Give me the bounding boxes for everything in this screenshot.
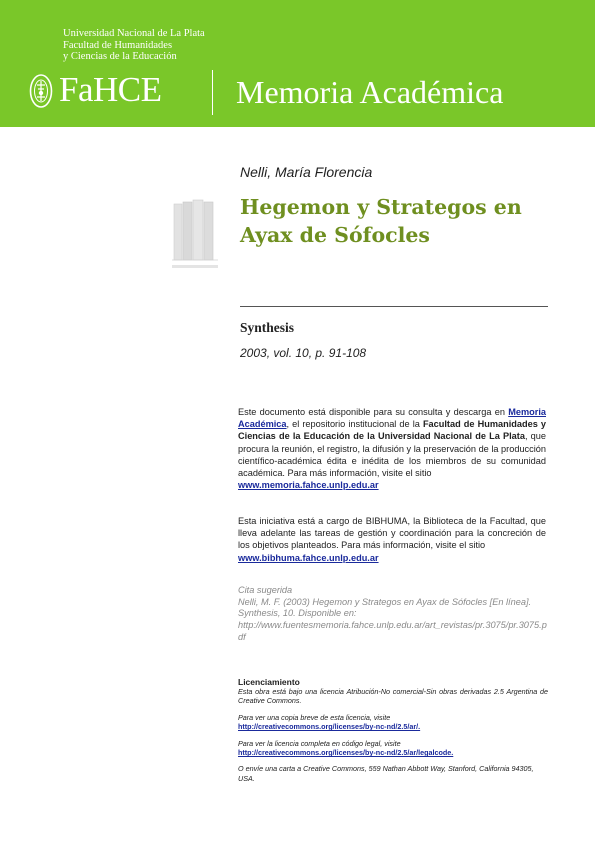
memoria-academica-link[interactable]: Memoria Académica (238, 407, 546, 430)
university-block (63, 28, 205, 63)
license-full-intro: Para ver la licencia completa en código legal, visite (238, 738, 401, 748)
bibhuma-paragraph (238, 515, 546, 564)
p1-intro: Este documento está disponible para su consulta y descarga en (238, 407, 509, 417)
license-copy-link[interactable]: http://creativecommons.org/licenses/by-nc-nd/2.5/ar/. (238, 722, 421, 732)
title-divider (240, 306, 548, 307)
memoria-url-link[interactable]: www.memoria.fahce.unlp.edu.ar (238, 480, 379, 491)
cita-label: Cita sugerida (238, 585, 293, 595)
header-banner (0, 0, 595, 127)
license-section (238, 677, 548, 783)
fahce-logo: FaHCE (59, 70, 162, 109)
p1-rest: , que procura la reunión, el registro, la difusión y la preservación de la producción científico-académica édita e inédita de los miembros de su comunidad académica. Para más información, visite el sitio (238, 431, 546, 479)
p1-institution: Facultad de Humanidades y Ciencias de la Educación de la Universidad Nacional de La Plata (238, 419, 546, 442)
license-statement: Esta obra está bajo una licencia Atribución-No comercial-Sin obras derivadas 2.5 Argentina de Creative Commons. (238, 687, 548, 706)
journal-name: Synthesis (240, 320, 295, 335)
faculty-name-line2: y Ciencias de la Educación (63, 51, 177, 62)
document-author: Nelli, María Florencia (240, 164, 373, 180)
license-full-link[interactable]: http://creativecommons.org/licenses/by-nc-nd/2.5/ar/legalcode. (238, 748, 454, 758)
license-heading: Licenciamiento (238, 677, 300, 687)
faculty-name-line1: Facultad de Humanidades (63, 39, 173, 51)
cita-url: http://www.fuentesmemoria.fahce.unlp.edu.ar/art_revistas/pr.3075/pr.3075.pdf (238, 620, 547, 642)
header-divider (212, 70, 213, 115)
university-seal-icon (29, 73, 53, 109)
license-copy-intro: Para ver una copia breve de esta licencia, visite (238, 712, 391, 722)
university-name: Universidad Nacional de La Plata (63, 28, 205, 39)
repository-name: Memoria Académica (236, 74, 504, 110)
volume-citation: 2003, vol. 10, p. 91-108 (240, 346, 367, 360)
cita-text: Nelli, M. F. (2003) Hegemon y Strategos en Ayax de Sófocles [En línea]. Synthesis, 10. Disponible en: (238, 596, 532, 619)
p2-text: Esta iniciativa está a cargo de BIBHUMA, la Biblioteca de la Facultad, que lleva adelante las tareas de gestión y coordinación para la concreción de los objetivos planteados. Para más información, visite el sitio (238, 516, 546, 551)
license-letter: O envíe una carta a Creative Commons, 559 Nathan Abbott Way, Stanford, California 94305, USA. (238, 764, 534, 783)
document-title: Hegemon y Strategos en Ayax de Sófocles (240, 195, 522, 247)
bibhuma-url-link[interactable]: www.bibhuma.fahce.unlp.edu.ar (238, 552, 379, 563)
availability-paragraph (238, 406, 546, 491)
suggested-citation (238, 585, 548, 644)
p1-mid: , el repositorio institucional de la (286, 419, 423, 430)
books-icon (170, 198, 222, 273)
